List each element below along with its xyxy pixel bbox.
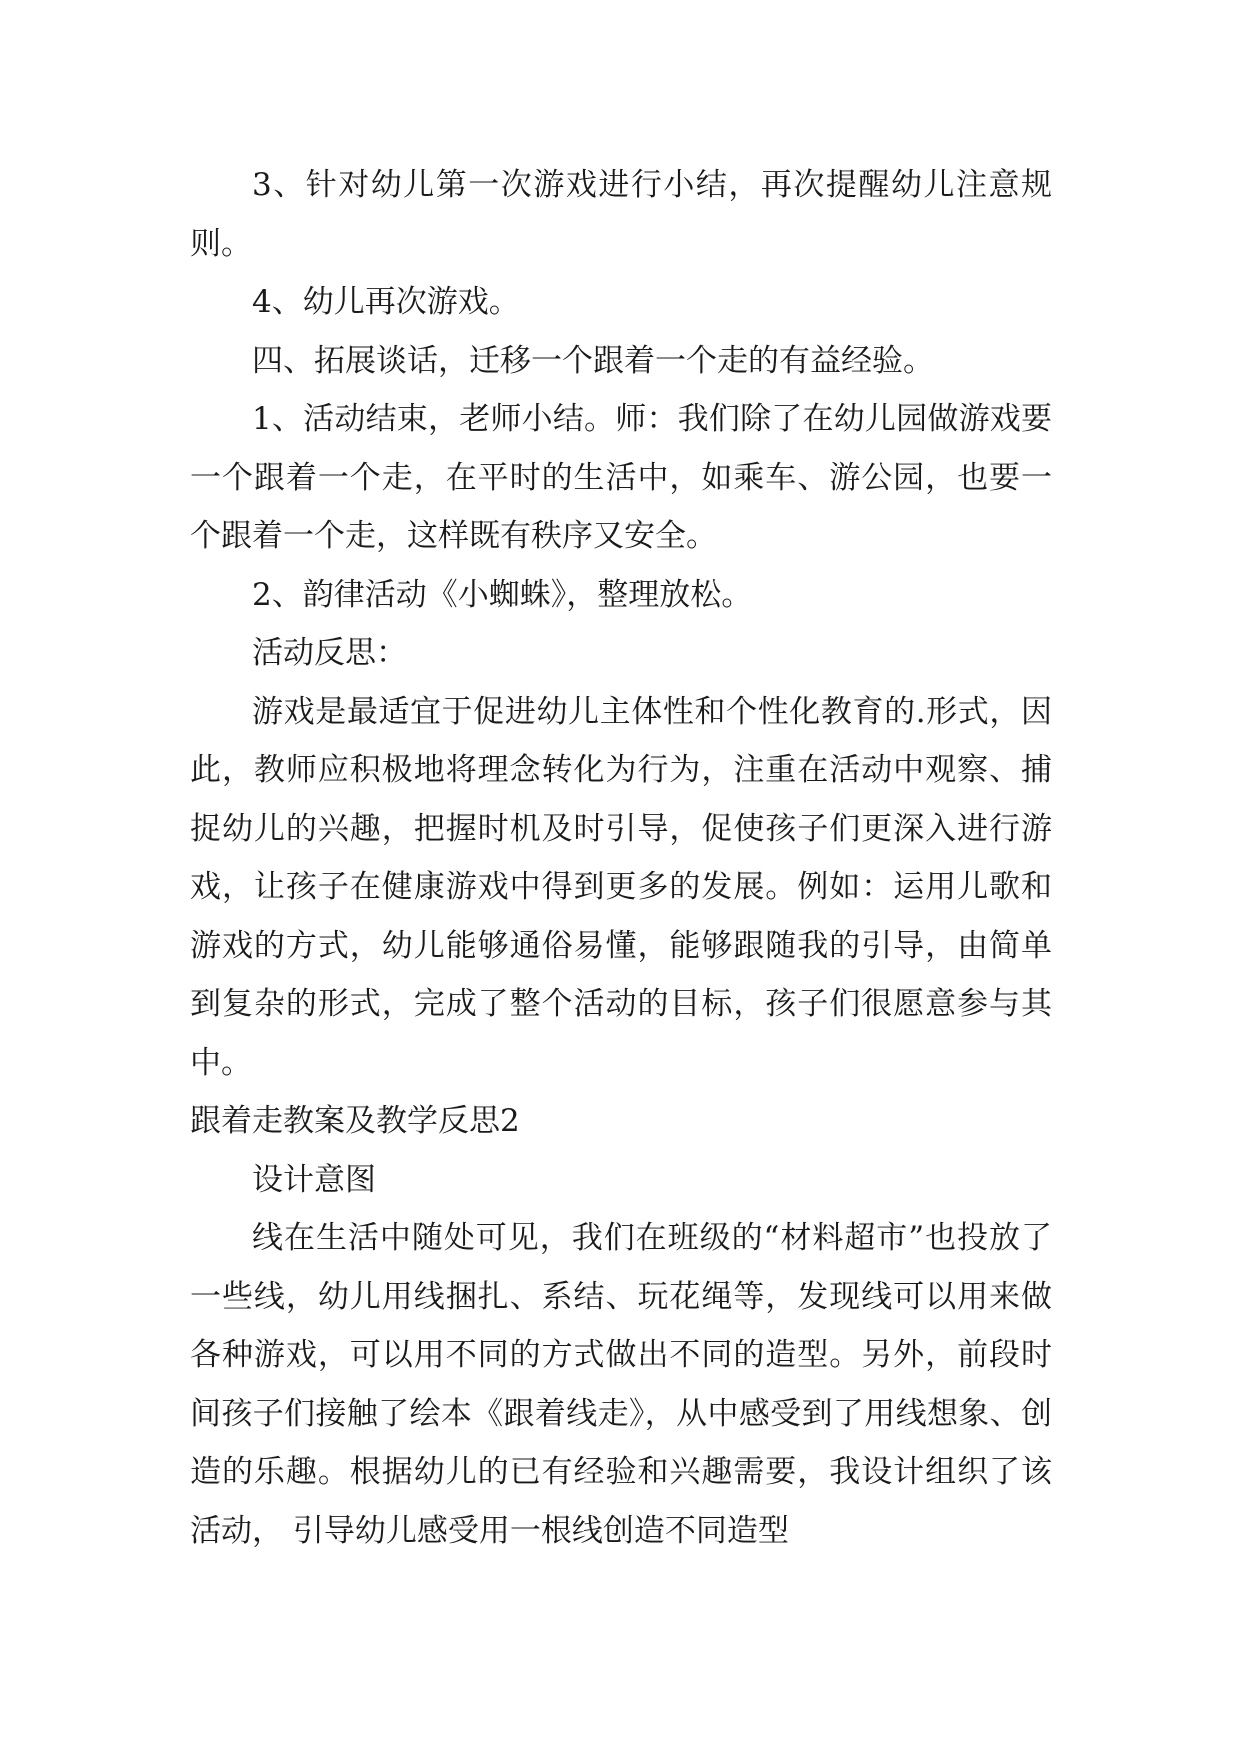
paragraph-step-3: 3、针对幼儿第一次游戏进行小结，再次提醒幼儿注意规则。 (190, 167, 1052, 262)
paragraph-step-4: 4、幼儿再次游戏。 (252, 284, 520, 320)
document-body (190, 156, 1052, 1560)
paragraph-design-intent-heading: 设计意图 (252, 1161, 376, 1198)
section-title: 跟着走教案及教学反思2 (190, 1103, 520, 1139)
paragraph-design-intent-body: 线在生活中随处可见，我们在班级的“材料超市”也投放了一些线，幼儿用线捆扎、系结、玩花绳等，发现线可以用来做各种游戏，可以用不同的方式做出不同的造型。另外，前段时间孩子们接触了绘本《跟着线走》，从中感受到了用线想象、创造的乐趣。根据幼儿的已有经验和兴趣需要，我设计组织了该活动， 引导幼儿感受用一根线创造不同造型 (190, 1220, 1052, 1549)
paragraph-section-four: 四、拓展谈话，迁移一个跟着一个走的有益经验。 (252, 342, 934, 379)
paragraph-reflection-body: 游戏是最适宜于促进幼儿主体性和个性化教育的.形式，因此，教师应积极地将理念转化为行为，注重在活动中观察、捕捉幼儿的兴趣，把握时机及时引导，促使孩子们更深入进行游戏，让孩子在健康游戏中得到更多的发展。例如：运用儿歌和游戏的方式，幼儿能够通俗易懂，能够跟随我的引导，由简单到复杂的形式，完成了整个活动的目标，孩子们很愿意参与其中。 (190, 693, 1052, 1081)
paragraph-reflection-heading: 活动反思： (252, 635, 407, 671)
paragraph-activity-end: 1、活动结束，老师小结。师：我们除了在幼儿园做游戏要一个跟着一个走，在平时的生活中，如乘车、游公园，也要一个跟着一个走，这样既有秩序又安全。 (190, 401, 1052, 554)
paragraph-rhythm-activity: 2、韵律活动《小蜘蛛》，整理放松。 (252, 576, 753, 613)
